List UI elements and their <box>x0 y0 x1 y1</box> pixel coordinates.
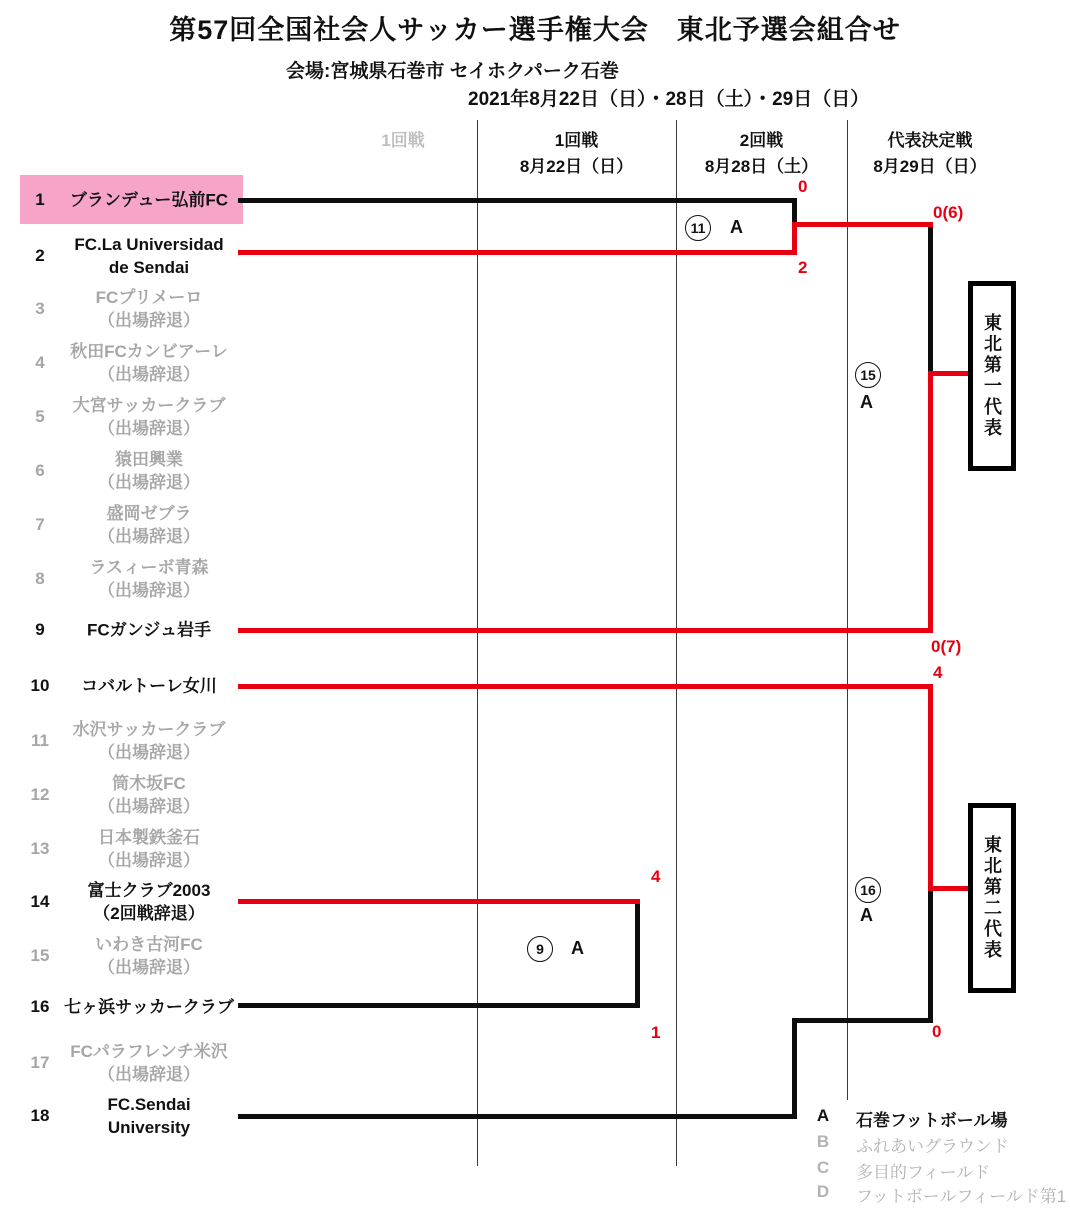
bracket-line-rep2-connector <box>928 886 973 891</box>
bracket-line-team10 <box>238 684 933 689</box>
team-seed: 6 <box>35 461 45 480</box>
team-name: 筒木坂FC （出場辞退） <box>98 774 200 816</box>
score-m11-team2: 2 <box>798 258 808 277</box>
bracket-line-team9 <box>238 628 933 633</box>
bracket-line-m11-winner <box>792 222 933 227</box>
score-m15-bottom: 0(7) <box>931 637 962 656</box>
column-divider-2 <box>676 120 677 1166</box>
team-seed: 9 <box>35 620 45 639</box>
column-divider-1 <box>477 120 478 1166</box>
legend-name-a: 石巻フットボール場 <box>856 1111 1008 1130</box>
second-representative-box: 東北第二代表 <box>968 803 1016 993</box>
team-name: ラスィーボ青森 （出場辞退） <box>89 558 209 600</box>
bracket-line-team14 <box>238 899 640 904</box>
team-seed: 15 <box>30 946 50 965</box>
team-name: 日本製鉄釜石 （出場辞退） <box>98 828 200 870</box>
legend-name-c: 多目的フィールド <box>856 1163 991 1182</box>
team-name: 大宮サッカークラブ （出場辞退） <box>72 396 226 438</box>
match-15-number: 15 <box>855 362 881 388</box>
legend-name-d: フットボールフィールド第1 <box>856 1187 1067 1206</box>
bracket-line-team1 <box>238 198 797 203</box>
match-11-venue: A <box>730 217 743 237</box>
bracket-line-m9-corner <box>635 899 640 1008</box>
team-seed: 3 <box>35 299 45 318</box>
date-subtitle: 2021年8月22日（日）・28日（土）・29日（日） <box>468 89 870 110</box>
round2-header <box>676 128 847 180</box>
score-m11-team1: 0 <box>798 177 808 196</box>
team-name: ブランデュー弘前FC <box>69 190 229 210</box>
venue-subtitle: 会場:宮城県石巻市 セイホクパーク石巻 <box>286 61 619 82</box>
final-round-label: 代表決定戦 <box>887 131 973 150</box>
match-9-number: 9 <box>527 936 553 962</box>
team-name: コバルトーレ女川 <box>81 676 217 696</box>
score-m16-team18: 0 <box>932 1022 942 1041</box>
legend-code-b: B <box>816 1132 830 1151</box>
bracket-line-m15-winner-vertical <box>928 371 933 633</box>
match-9-venue: A <box>571 938 584 958</box>
round1-date: 8月22日（日） <box>519 157 634 176</box>
legend-name-b: ふれあいグラウンド <box>856 1137 1009 1156</box>
team-name: FC.La Universidad de Sendai <box>74 235 224 277</box>
team-name: 富士クラブ2003 （2回戦辞退） <box>87 881 211 923</box>
team-seed: 1 <box>35 190 45 209</box>
bracket-line-rep1-connector <box>928 371 973 376</box>
team-seed: 2 <box>35 246 45 265</box>
team-seed: 7 <box>35 515 45 534</box>
team-name: FCガンジュ岩手 <box>87 620 211 640</box>
team-seed: 11 <box>31 731 49 750</box>
final-round-date: 8月29日（日） <box>873 157 987 176</box>
score-m9-team14: 4 <box>651 867 661 886</box>
page-title: 第57回全国社会人サッカー選手権大会 東北予選会組合せ <box>169 15 901 45</box>
team-seed: 14 <box>30 892 50 911</box>
team-seed: 4 <box>35 353 45 372</box>
team-name: 猿田興業 （出場辞退） <box>98 450 200 492</box>
team-seed: 16 <box>30 997 50 1016</box>
bracket-line-team18-advance <box>792 1018 933 1023</box>
team-name: いわき古河FC （出場辞退） <box>95 935 203 977</box>
team-name: FC.Sendai University <box>107 1095 191 1137</box>
team-name: 秋田FCカンビアーレ （出場辞退） <box>70 342 228 384</box>
round1-label: 1回戦 <box>554 131 599 150</box>
bracket-line-team18-corner <box>792 1018 797 1119</box>
round2-date: 8月28日（土） <box>704 157 819 176</box>
first-representative-box: 東北第一代表 <box>968 281 1016 471</box>
score-m16-team10: 4 <box>933 663 943 682</box>
legend-code-d: D <box>816 1182 830 1201</box>
round1-header <box>477 128 676 180</box>
team-name: 七ヶ浜サッカークラブ <box>64 997 234 1017</box>
score-m15-top: 0(6) <box>933 203 964 222</box>
match-16-venue: A <box>860 905 873 925</box>
team-seed: 17 <box>30 1053 50 1072</box>
bracket-line-team18 <box>238 1114 797 1119</box>
team-seed: 10 <box>30 676 50 695</box>
team-seed: 5 <box>35 407 45 426</box>
team-seed: 8 <box>35 569 45 588</box>
team-name: 盛岡ゼブラ （出場辞退） <box>98 504 200 546</box>
bracket-line-m16-bottom <box>928 886 933 1023</box>
legend-code-c: C <box>816 1158 830 1177</box>
bracket-line-m15-top <box>928 222 933 373</box>
team-seed: 12 <box>30 785 50 804</box>
score-m9-team16: 1 <box>651 1023 661 1042</box>
legend-code-a: A <box>816 1106 830 1125</box>
round2-label: 2回戦 <box>739 131 784 150</box>
team-name: FCパラフレンチ米沢 （出場辞退） <box>70 1042 228 1084</box>
team-seed: 18 <box>30 1106 50 1125</box>
match-16-number: 16 <box>855 877 881 903</box>
column-divider-3 <box>847 120 848 1100</box>
bracket-line-team16 <box>238 1003 640 1008</box>
bracket-line-team2 <box>238 250 797 255</box>
team-seed: 13 <box>30 839 50 858</box>
match-15-venue: A <box>860 392 873 412</box>
team-name: 水沢サッカークラブ （出場辞退） <box>72 720 226 762</box>
match-11-number: 11 <box>685 215 711 241</box>
round1-ghost-header: 1回戦 <box>381 131 425 150</box>
team-name: FCプリメーロ （出場辞退） <box>95 288 203 330</box>
bracket-line-m16-winner-vertical <box>928 684 933 891</box>
final-round-header <box>845 128 1015 180</box>
